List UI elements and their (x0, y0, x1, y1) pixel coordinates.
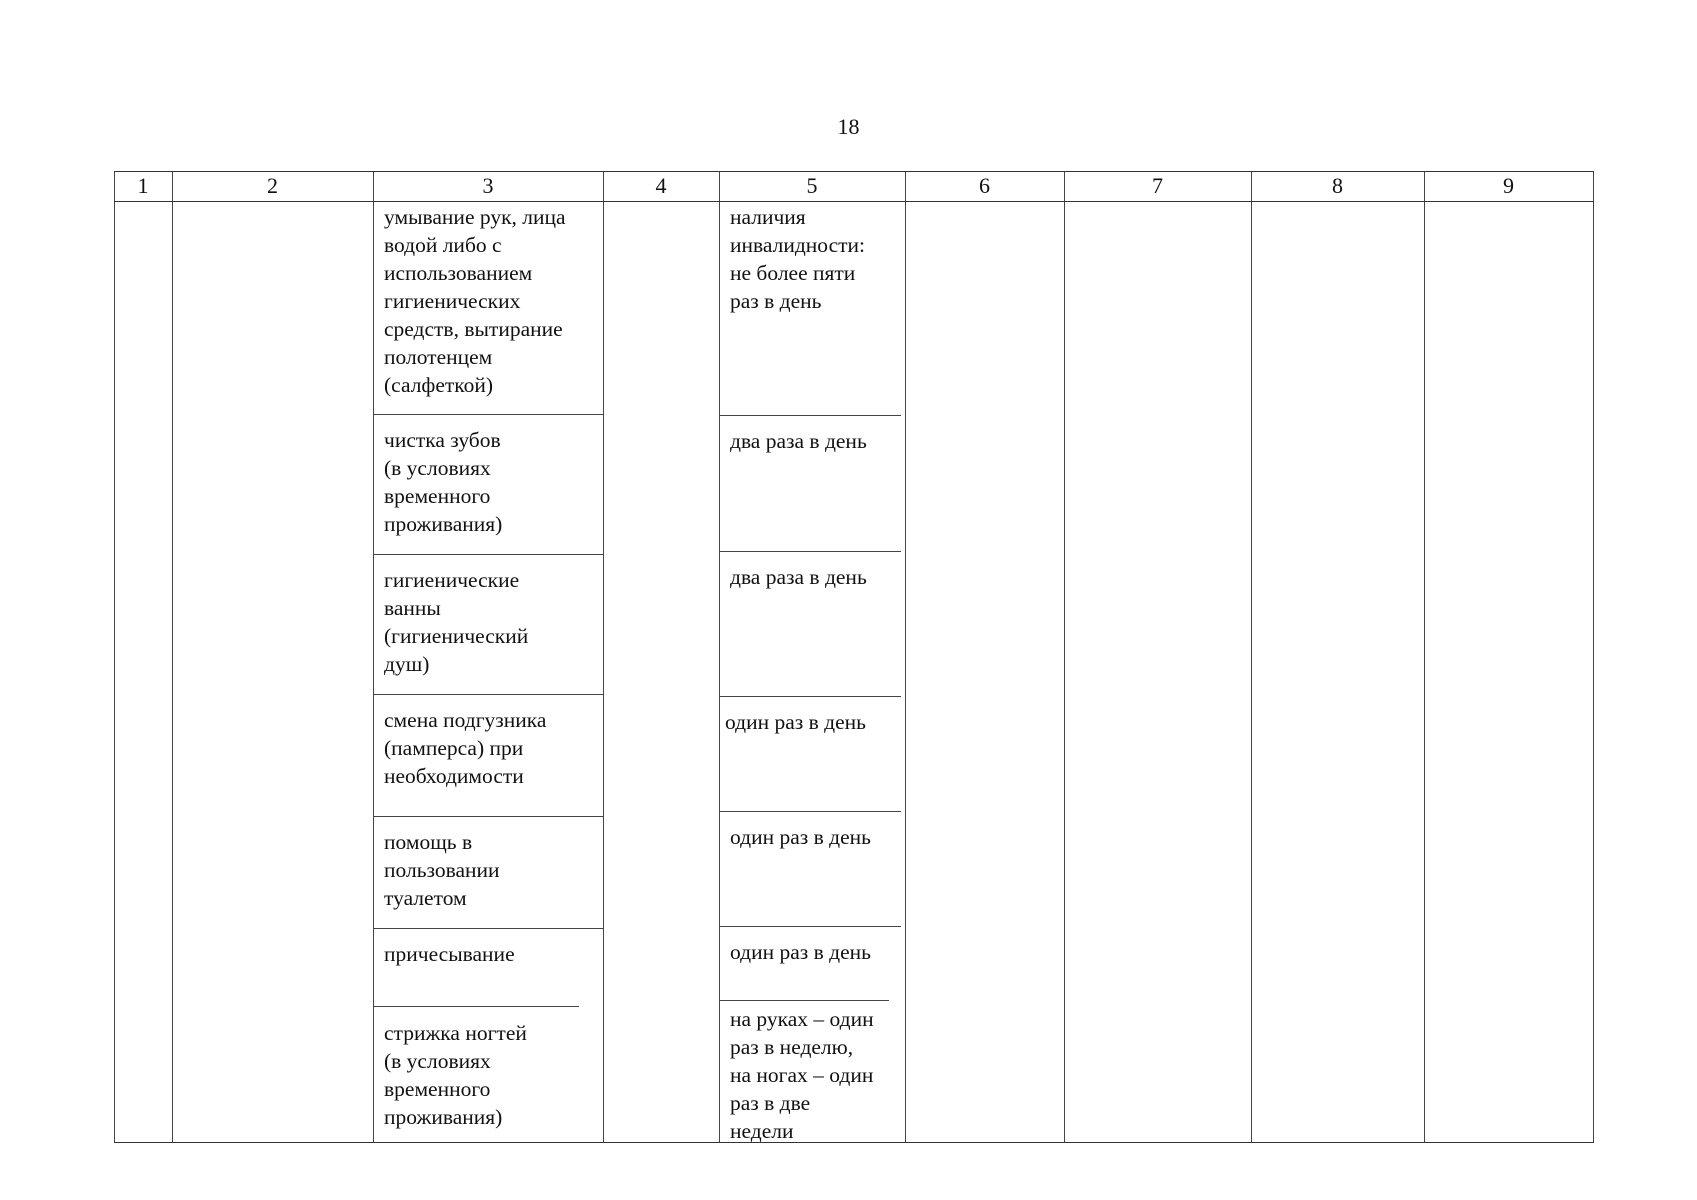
service-name: гигиенические ванны (гигиенический душ) (384, 568, 529, 676)
row-separator (373, 414, 603, 415)
column-header-1: 1 (137, 173, 149, 198)
row-separator (719, 551, 901, 552)
column-divider (719, 171, 720, 1143)
service-frequency: два раза в день (730, 429, 867, 453)
column-divider (172, 171, 173, 1143)
column-header-2: 2 (267, 173, 278, 198)
row-separator (373, 694, 603, 695)
column-divider (1064, 171, 1065, 1143)
service-frequency: на руках – один раз в неделю, на ногах – один раз в две недели (730, 1007, 874, 1143)
service-name: смена подгузника (памперса) при необходимости (384, 708, 547, 788)
row-separator (719, 811, 901, 812)
column-header-8: 8 (1332, 173, 1343, 198)
header-bottom-border (114, 201, 1594, 202)
column-header-6: 6 (979, 173, 990, 198)
services-table (114, 171, 1594, 1143)
column-divider (1424, 171, 1425, 1143)
column-header-4: 4 (655, 173, 667, 198)
service-name: помощь в пользовании туалетом (384, 830, 500, 910)
row-separator (373, 928, 603, 929)
column-header-9: 9 (1503, 173, 1514, 198)
row-separator (719, 926, 901, 927)
service-frequency: один раз в день (730, 940, 871, 964)
service-frequency: два раза в день (730, 565, 867, 589)
table-border-right (1593, 171, 1594, 1143)
page-number: 18 (837, 114, 860, 139)
row-separator (719, 696, 901, 697)
service-name: умывание рук, лица водой либо с использованием гигиенических средств, вытирание полотенцем (салфеткой) (384, 205, 566, 397)
column-header-3: 3 (482, 173, 494, 198)
row-separator (373, 554, 603, 555)
row-separator (719, 415, 901, 416)
row-separator (373, 816, 603, 817)
column-divider (1251, 171, 1252, 1143)
service-frequency: наличия инвалидности: не более пяти раз в день (730, 205, 865, 313)
service-name: чистка зубов (в условиях временного проживания) (384, 428, 503, 536)
column-divider (905, 171, 906, 1143)
service-name: причесывание (384, 942, 515, 966)
table-border-left (114, 171, 115, 1143)
column-divider (373, 171, 374, 1143)
row-separator (373, 1006, 579, 1007)
service-frequency: один раз в день (725, 710, 866, 734)
row-separator (719, 1000, 889, 1001)
column-header-5: 5 (806, 173, 818, 198)
service-name: стрижка ногтей (в условиях временного проживания) (384, 1021, 527, 1129)
service-frequency: один раз в день (730, 825, 871, 849)
column-header-7: 7 (1152, 173, 1163, 198)
column-divider (603, 171, 604, 1143)
